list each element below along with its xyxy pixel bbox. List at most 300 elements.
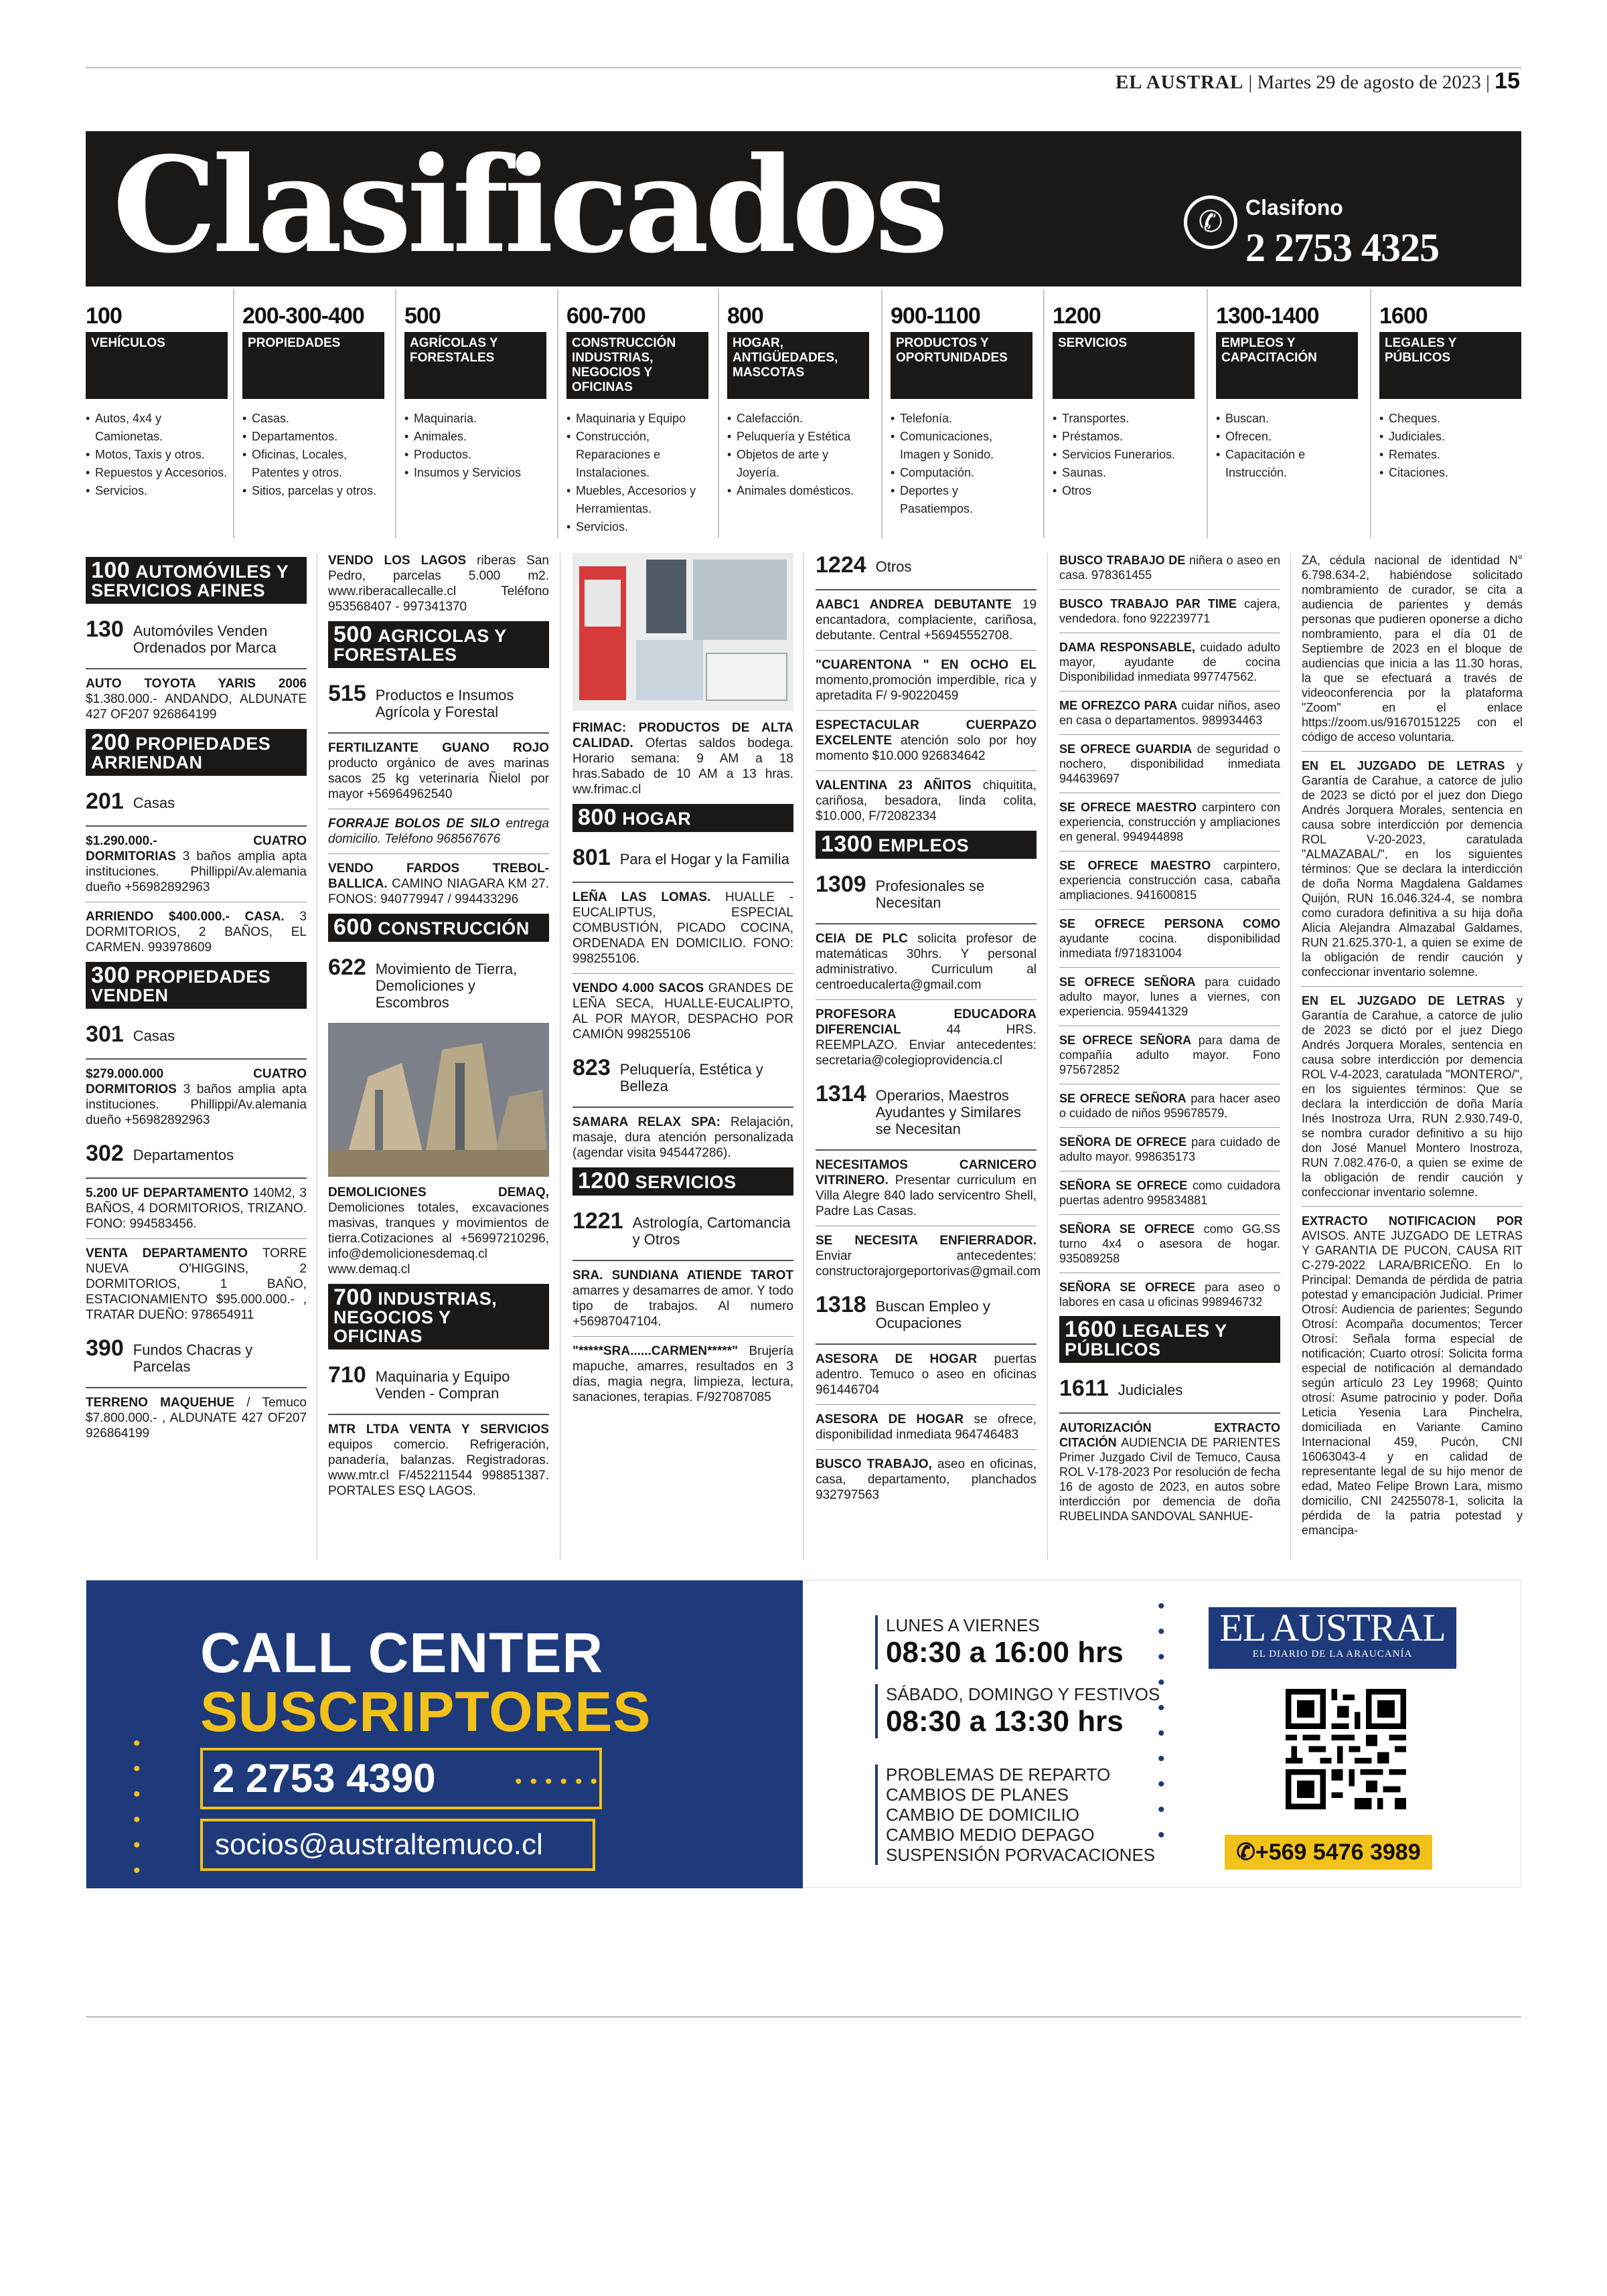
ad-text: de seguridad o nochero, disponibilidad inmediata 944639697	[1059, 742, 1280, 785]
divider	[816, 1149, 1037, 1151]
ad-text: chiquitita, cariñosa, besadora, linda colita, $10.000, F/72082334	[816, 778, 1037, 823]
category-item: • Construcción, Reparaciones e Instalaciones.	[576, 428, 708, 482]
classified-ad	[816, 931, 1037, 993]
classified-ad	[1059, 1135, 1280, 1164]
ad-text: cajera, vendedora. fono 922239771	[1059, 597, 1280, 625]
classified-ad	[328, 816, 549, 847]
classified-ad	[816, 597, 1037, 643]
ad-text: 3 DORMITORIOS, 2 BAÑOS, EL CARMEN. 993978609	[86, 910, 307, 955]
ad-headline: EN EL JUZGADO DE LETRAS	[1302, 759, 1505, 772]
divider	[1302, 986, 1523, 987]
classified-ad	[86, 1246, 307, 1323]
ad-headline: SAMARA RELAX SPA:	[572, 1115, 721, 1129]
subsection-number: 302	[86, 1141, 124, 1166]
classified-ad	[1059, 1222, 1280, 1266]
whatsapp-number: +569 5476 3989	[1255, 1839, 1421, 1865]
classified-ad	[86, 676, 307, 722]
category-items	[727, 410, 869, 500]
category-separator	[557, 289, 558, 538]
ad-headline: SE OFRECE SEÑORA	[1059, 975, 1196, 989]
ad-headline: SEÑORA SE OFRECE	[1059, 1222, 1195, 1236]
ad-headline: TERRENO MAQUEHUE	[86, 1396, 234, 1410]
category-block	[1379, 303, 1521, 482]
category-separator	[718, 289, 719, 538]
category-item: • Cheques.	[1389, 410, 1521, 428]
section-header	[86, 557, 307, 604]
category-items	[1216, 410, 1358, 482]
ad-text: TORRE NUEVA O'HIGGINS, 2 DORMITORIOS, 1 BAÑO, ESTACIONAMIENTO $95.000.000.- , TRATAR DUEÑO: 978654911	[86, 1246, 307, 1322]
subsection-title: Operarios, Maestros Ayudantes y Similares se Necesitan	[875, 1087, 1021, 1137]
refrigeration-equipment-illustration	[572, 553, 793, 711]
ad-headline: MTR LTDA VENTA Y SERVICIOS	[328, 1422, 549, 1437]
classified-ad	[1059, 698, 1280, 728]
ad-text: entrega domicilio. Teléfono 968567676	[328, 817, 549, 846]
ad-text: como cuidadora puertas adentro 995834881	[1059, 1179, 1280, 1207]
section-number: 100	[91, 558, 131, 583]
subsection-title: Otros	[875, 558, 912, 575]
subsection	[1059, 1376, 1280, 1400]
subsection-title: Peluquería, Estética y Belleza	[619, 1061, 763, 1094]
category-item: • Motos, Taxis y otros.	[95, 446, 228, 464]
weekend-schedule	[875, 1684, 1160, 1738]
classified-ad	[86, 909, 307, 955]
category-item: • Computación.	[900, 464, 1032, 482]
category-item: • Servicios.	[576, 518, 708, 536]
category-block	[891, 303, 1032, 518]
category-title: SERVICIOS	[1053, 332, 1195, 399]
ad-headline: DAMA RESPONSABLE,	[1059, 641, 1195, 654]
whatsapp-contact	[1225, 1835, 1432, 1870]
classified-ad	[86, 1395, 307, 1441]
section-number: 1200	[578, 1168, 630, 1194]
logo-tagline: EL DIARIO DE LA ARAUCANÍA	[1252, 1649, 1413, 1659]
section-number: 700	[333, 1285, 373, 1310]
ad-headline: AUTORIZACIÓN EXTRACTO CITACIÓN	[1059, 1421, 1280, 1449]
ad-text: para hacer aseo o cuidado de niños 959678579.	[1059, 1092, 1280, 1120]
divider	[572, 1336, 793, 1337]
decorative-dots: • • • • • • • • • •	[1158, 1595, 1165, 1846]
category-title: CONSTRUCCIÓN INDUSTRIAS, NEGOCIOS Y OFICINAS	[566, 332, 708, 399]
section-title: AGRICOLAS Y FORESTALES	[333, 626, 507, 665]
subsection-number: 1309	[816, 872, 866, 897]
logo-name: EL AUSTRAL	[1219, 1606, 1446, 1649]
divider	[1302, 1206, 1523, 1207]
subscriber-email: socios@australtemuco.cl	[200, 1819, 595, 1871]
category-number: 600-700	[566, 303, 645, 329]
ad-headline: AUTO TOYOTA YARIS 2006	[86, 677, 307, 691]
divider	[816, 710, 1037, 711]
section-title: LEGALES Y PÚBLICOS	[1065, 1321, 1227, 1360]
section-header	[816, 831, 1037, 859]
category-number: 100	[86, 303, 122, 329]
category-item: • Insumos y Servicios	[414, 464, 546, 482]
section-header	[328, 621, 549, 668]
demolition-photo	[328, 1023, 549, 1177]
decorative-dots: • • • • • •	[133, 1732, 141, 1882]
subsection-number: 1221	[572, 1208, 623, 1234]
category-item: • Departamentos.	[252, 428, 384, 446]
category-item: • Objetos de arte y Joyería.	[737, 446, 869, 482]
classified-ad	[328, 861, 549, 907]
ad-text: / Temuco $7.800.000.- , ALDUNATE 427 OF207 926864199	[86, 1396, 307, 1441]
category-item: • Animales.	[414, 428, 546, 446]
subsection-number: 622	[328, 955, 366, 980]
divider	[816, 1343, 1037, 1345]
category-items	[566, 410, 708, 536]
classified-ad	[1059, 858, 1280, 902]
divider	[1059, 589, 1280, 590]
ad-headline: SEÑORA SE OFRECE	[1059, 1281, 1196, 1294]
ad-text: Brujería mapuche, amarres, resultados en 3 días, magia negra, limpieza, lectura, sanaciones, terapias. F/927087085	[572, 1344, 793, 1404]
column-5	[1059, 553, 1280, 1530]
divider	[1059, 734, 1280, 735]
section-number: 600	[333, 914, 373, 940]
ad-text: producto orgánico de aves marinas sacos 25 kg veterinaria Ñielol por mayor +56964962540	[328, 756, 549, 801]
ad-headline: ESPECTACULAR CUERPAZO EXCELENTE	[816, 718, 1037, 748]
banner-schedule	[831, 1580, 1160, 1888]
ad-text: AVISOS. ANTE JUZGADO DE LETRAS Y GARANTIA DE PUCON, CAUSA RIT C-279-2022 LARA/BRICEÑO. En lo Principal: Demanda de pérdida de patria potestad y emancipación Judicial. Primer Otrosí: Audiencia de parientes; Segundo Otrosí: Acompaña documentos; Tercer Otrosí: Señala forma especial de notificación; Cuarto otrosí: Solicita forma especial de notificación al demandado según artículo 23 Ley 19968; Quinto otrosí: Asume patrocinio y poder. Doña Leticia Yesenia Lara Pinchelra, domiciliada en Variante Camino Internacional 459, Pucón, CNI 16063043-4 y en calidad de representante legal de su hijo menor de edad, Mateo Felipe Brown Lara, mismo domicilio, CNI 24255078-1, solicita la pérdida de la patria potestad y emancipa-	[1302, 1229, 1523, 1537]
category-block	[1053, 303, 1195, 500]
category-title: VEHÍCULOS	[86, 332, 228, 399]
category-item: • Maquinaria.	[414, 410, 546, 428]
section-title: PROPIEDADES VENDEN	[91, 967, 271, 1005]
ad-text: 19 encantadora, complaciente, cariñosa, debutante. Central +56945552708.	[816, 598, 1037, 643]
divider	[86, 1387, 307, 1388]
column-separator	[1290, 553, 1291, 1560]
category-item: • Buscan.	[1225, 410, 1358, 428]
category-title: AGRÍCOLAS Y FORESTALES	[404, 332, 546, 399]
whatsapp-icon: ✆	[1236, 1839, 1255, 1865]
section-number: 800	[578, 805, 617, 830]
ad-headline: SE OFRECE PERSONA COMO	[1059, 917, 1280, 930]
classified-ad	[328, 1185, 549, 1277]
subsection	[86, 1022, 307, 1046]
column-separator	[1047, 553, 1048, 1560]
category-block	[566, 303, 708, 536]
section-header	[572, 1167, 793, 1196]
ad-headline: FRIMAC: PRODUCTOS DE ALTA CALIDAD.	[572, 721, 793, 750]
category-separator	[1370, 289, 1371, 538]
category-separator	[395, 289, 396, 538]
section-title: EMPLEOS	[878, 835, 970, 855]
ad-headline: BUSCO TRABAJO,	[816, 1457, 932, 1471]
legal-notice	[1302, 993, 1523, 1200]
subsection-title: Para el Hogar y la Familia	[619, 851, 789, 868]
ad-headline: FORRAJE BOLOS DE SILO	[328, 817, 500, 831]
ad-text: Demoliciones totales, excavaciones masivas, tranques y movimientos de tierra.Cotizaciones al +56997210296, info@demolicionesdemaq.cl www.demaq.cl	[328, 1201, 549, 1277]
category-number: 200-300-400	[242, 303, 364, 329]
ad-headline: "CUARENTONA " EN OCHO EL	[816, 658, 1037, 672]
divider	[816, 589, 1037, 590]
category-item: • Transportes.	[1062, 410, 1195, 428]
ad-text: Relajación, masaje, dura atención personalizada (agendar visita 945447286).	[572, 1115, 793, 1160]
subsection-title: Fundos Chacras y Parcelas	[133, 1341, 253, 1375]
divider	[86, 1238, 307, 1239]
classified-ad	[1059, 975, 1280, 1019]
classified-ad	[816, 657, 1037, 704]
el-austral-logo	[1209, 1607, 1456, 1669]
category-block	[1216, 303, 1358, 482]
divider	[328, 853, 549, 854]
classified-ad	[1059, 1091, 1280, 1121]
ad-text: amarres y desamarres de amor. Y todo tipo de trabajos. Al numero +56987047104.	[572, 1284, 793, 1329]
problem-item: PROBLEMAS DE REPARTO	[886, 1765, 1111, 1785]
divider	[572, 1106, 793, 1108]
ad-headline: 5.200 UF DEPARTAMENTO	[86, 1186, 249, 1200]
category-separator	[1207, 289, 1208, 538]
category-item: • Autos, 4x4 y Camionetas.	[95, 410, 228, 446]
classified-ad	[1059, 742, 1280, 786]
subsection-number: 515	[328, 681, 366, 706]
category-item: • Calefacción.	[737, 410, 869, 428]
ad-headline: ME OFREZCO PARA	[1059, 699, 1178, 712]
ad-text: niñera o aseo en casa. 978361455	[1059, 554, 1281, 582]
category-item: • Muebles, Accesorios y Herramientas.	[576, 482, 708, 518]
subsection-title: Maquinaria y Equipo Venden - Compran	[375, 1368, 510, 1402]
ad-text: GRANDES DE LEÑA SECA, HUALLE-EUCALIPTO, AL POR MAYOR, DESPACHO POR CAMIÓN 998255106	[572, 981, 793, 1042]
classified-ad	[86, 833, 307, 895]
section-header	[328, 1284, 549, 1349]
section-header	[572, 804, 793, 832]
column-2	[328, 553, 549, 1505]
classified-ad	[1059, 1280, 1280, 1309]
section-title: CONSTRUCCIÓN	[378, 918, 530, 938]
ad-headline: DEMOLICIONES DEMAQ,	[328, 1185, 549, 1200]
ad-headline: ASESORA DE HOGAR	[816, 1352, 978, 1366]
subsection-title: Astrología, Cartomancia y Otros	[632, 1214, 791, 1248]
ad-text: cuidado adulto mayor, ayudante de cocina Disponibilidad inmediata 997747562.	[1059, 641, 1280, 683]
category-separator	[233, 289, 234, 538]
subsection	[816, 1082, 1037, 1137]
ad-headline: BUSCO TRABAJO PAR TIME	[1059, 597, 1237, 610]
category-items	[1379, 410, 1521, 482]
ad-text: carpintero, experiencia construcción casa, cabaña ampliaciones. 941600815	[1059, 859, 1280, 902]
subsection	[816, 553, 1037, 577]
subsection	[572, 1056, 793, 1094]
category-number: 900-1100	[891, 303, 980, 329]
classified-ad	[86, 1066, 307, 1128]
ad-headline: SE NECESITA ENFIERRADOR.	[816, 1234, 1037, 1248]
subsection-number: 301	[86, 1021, 124, 1047]
ad-headline: SE OFRECE GUARDIA	[1059, 742, 1193, 756]
classified-ad	[1059, 800, 1280, 844]
category-item: • Otros	[1062, 482, 1195, 500]
ad-headline: $1.290.000.- CUATRO DORMITORIAS	[86, 834, 307, 864]
category-block	[404, 303, 546, 482]
subsection-title: Casas	[133, 1028, 175, 1044]
divider	[816, 1449, 1037, 1450]
section-number: 300	[91, 963, 131, 988]
category-number: 500	[404, 303, 441, 329]
classified-ad	[328, 553, 549, 614]
classified-ad	[816, 1457, 1037, 1503]
ad-text: y Garantía de Carahue, a catorce de julio de 2023 se dictó por el juez don Diego Andrés Jorquera Morales, sentencia en causa sobre interdicción por demencia ROL V-20-2023, caratulada "ALMAZABAL/", en los siguientes términos: Que se declara la interdicción de doña Norma Magdalena Galdames Quijón, RUN 16.046.324-4, se nombra como curadora definitiva a su hija doña Alicia Alejandra Almazabal Galdames, RUN 21.625.370-1, a quien se exime de la obligación de rendir caución y confeccionar inventario solemne.	[1302, 759, 1523, 979]
ad-text: para cuidado de adulto mayor. 998635173	[1059, 1135, 1280, 1163]
subsection-title: Buscan Empleo y Ocupaciones	[875, 1298, 990, 1331]
ad-headline: FERTILIZANTE GUANO ROJO	[328, 741, 549, 755]
ad-headline: AABC1 ANDREA DEBUTANTE	[816, 598, 1012, 612]
category-separator	[881, 289, 883, 538]
ad-headline: SRA. SUNDIANA ATIENDE TAROT	[572, 1268, 793, 1283]
classified-ad	[1059, 916, 1280, 961]
subsection-number: 201	[86, 789, 124, 814]
subsection-title: Productos e Insumos Agrícola y Forestal	[375, 687, 514, 720]
subsection-number: 130	[86, 617, 124, 642]
classified-ad	[1059, 596, 1280, 626]
classified-ad	[1059, 1178, 1280, 1208]
problem-item: CAMBIOS DE PLANES	[886, 1785, 1069, 1805]
classified-ad	[572, 1343, 793, 1405]
ad-text: $1.380.000.- ANDANDO, ALDUNATE 427 OF207 926864199	[86, 692, 307, 722]
divider	[572, 973, 793, 974]
ad-headline: $279.000.000 CUATRO DORMITORIOS	[86, 1067, 307, 1096]
category-item: • Casas.	[252, 410, 384, 428]
classified-ad	[572, 1268, 793, 1329]
problem-list	[875, 1765, 1155, 1865]
category-item: • Repuestos y Accesorios.	[95, 464, 228, 482]
category-title: PRODUCTOS Y OPORTUNIDADES	[891, 332, 1032, 399]
subsection-number: 390	[86, 1335, 124, 1361]
classified-ad	[816, 1157, 1037, 1219]
classified-ad	[816, 1007, 1037, 1068]
ad-text: equipos comercio. Refrigeración, panadería, balanzas. Registradoras. www.mtr.cl F/452211544 998851387. PORTALES ESQ LAGOS.	[328, 1438, 549, 1498]
problem-item: CAMBIO MEDIO DEPAGO	[886, 1825, 1095, 1845]
classified-ad	[572, 720, 793, 797]
subsection-title: Departamentos	[133, 1147, 234, 1163]
clasifono-label: Clasifono	[1245, 195, 1343, 220]
classified-ad	[816, 778, 1037, 824]
page-header: EL AUSTRAL | Martes 29 de agosto de 2023 | 15	[1115, 68, 1520, 94]
divider	[816, 1404, 1037, 1405]
ad-headline: SEÑORA SE OFRECE	[1059, 1179, 1188, 1192]
clasifono-number: 2 2753 4325	[1245, 226, 1439, 270]
ad-text: solicita profesor de matemáticas 30hrs. Y personal administrativo. Curriculum al centroeducalerta@gmail.com	[816, 932, 1037, 992]
category-item: • Animales domésticos.	[737, 482, 869, 500]
ad-headline: SE OFRECE MAESTRO	[1059, 801, 1197, 814]
classified-ad	[816, 1351, 1037, 1398]
divider	[816, 770, 1037, 771]
section-header	[86, 729, 307, 776]
section-header	[1059, 1316, 1280, 1363]
category-item: • Servicios.	[95, 482, 228, 500]
subscribers-title: SUSCRIPTORES	[200, 1680, 652, 1743]
category-title: PROPIEDADES	[242, 332, 384, 399]
ad-headline: "*****SRA......CARMEN*****"	[572, 1344, 739, 1358]
divider	[86, 1058, 307, 1060]
category-item: • Judiciales.	[1389, 428, 1521, 446]
ad-text: y Garantía de Carahue, a catorce de julio de 2023 se dictó por el juez Diego Andrés Jorquera Morales, sentencia en causa sobre interdicción por demencia ROL V-4-2023, caratulada "MONTERO/", en los siguientes términos: Que se declara la interdicción de doña María Inés Inostroza Urra, RUN 2.930.749-0, se nombra curador definitivo a su hijo don José Manuel Montero Inostroza, RUN 7.082.476-0, a quien se exime de la obligación de rendir caución y confeccionar inventario solemne.	[1302, 994, 1523, 1199]
category-title: EMPLEOS Y CAPACITACIÓN	[1216, 332, 1358, 399]
ad-text: atención solo por hoy momento $10.000 926834642	[816, 734, 1037, 763]
publication-name: EL AUSTRAL	[1115, 72, 1244, 93]
ad-text: puertas adentro. Temuco o aseo en oficinas 961446704	[816, 1352, 1037, 1397]
ad-headline: ASESORA DE HOGAR	[816, 1412, 964, 1426]
classified-ad	[572, 890, 793, 967]
classified-ad	[1059, 640, 1280, 684]
ad-headline: CEIA DE PLC	[816, 932, 908, 946]
call-center-phone: 2 2753 4390	[200, 1748, 602, 1809]
subsection	[86, 789, 307, 813]
divider	[816, 923, 1037, 924]
ad-text: riberas San Pedro, parcelas 5.000 m2. www.riberacallecalle.cl Teléfono 953568407 - 997341370	[328, 554, 549, 614]
subsection-number: 710	[328, 1362, 366, 1388]
classified-ad	[816, 718, 1037, 764]
section-title: HOGAR	[622, 809, 692, 829]
category-number: 1300-1400	[1216, 303, 1319, 329]
masthead	[86, 131, 1521, 286]
category-title: HOGAR, ANTIGÜEDADES, MASCOTAS	[727, 332, 869, 399]
ad-headline: BUSCO TRABAJO DE	[1059, 554, 1186, 567]
column-4	[816, 552, 1041, 1509]
category-item: • Capacitación e Instrucción.	[1225, 446, 1358, 482]
section-number: 200	[91, 730, 131, 755]
subsection	[816, 872, 1037, 911]
ad-text: para aseo o labores en casa u oficinas 998946732	[1059, 1281, 1280, 1309]
divider	[86, 668, 307, 669]
divider	[572, 882, 793, 883]
section-number: 1600	[1065, 1317, 1117, 1342]
subsection-number: 1314	[816, 1081, 866, 1106]
ad-headline: EN EL JUZGADO DE LETRAS	[1302, 994, 1505, 1007]
category-block	[242, 303, 384, 500]
section-title: SERVICIOS	[635, 1172, 737, 1192]
ad-text: Enviar antecedentes: constructorajorgeportorivas@gmail.com	[816, 1249, 1041, 1279]
subsection	[572, 845, 793, 870]
category-item: • Préstamos.	[1062, 428, 1195, 446]
category-item: • Saunas.	[1062, 464, 1195, 482]
phone-icon: ✆	[1184, 195, 1237, 249]
section-title: PROPIEDADES ARRIENDAN	[91, 734, 271, 772]
ad-text: 140M2, 3 BAÑOS, 4 DORMITORIOS, TRIZANO. FONO: 994583456.	[86, 1186, 307, 1231]
subsection-number: 823	[572, 1055, 611, 1080]
category-block	[727, 303, 869, 500]
category-separator	[1043, 289, 1045, 538]
subsection-number: 801	[572, 845, 611, 870]
section-number: 500	[333, 622, 373, 647]
column-6	[1302, 553, 1523, 1544]
ad-text: se ofrece, disponibilidad inmediata 964746483	[816, 1412, 1037, 1442]
classified-ad	[816, 1412, 1037, 1443]
divider	[86, 825, 307, 827]
divider	[1059, 909, 1280, 910]
page-number: 15	[1495, 68, 1520, 94]
banner-left-panel	[86, 1580, 803, 1888]
ad-text: 44 HRS. REEMPLAZO. Enviar antecedentes: secretaria@colegioprovidencia.cl	[816, 1023, 1037, 1068]
bottom-rule	[86, 2016, 1521, 2018]
divider	[1059, 1412, 1280, 1414]
subsection-number: 1611	[1059, 1376, 1109, 1401]
divider	[816, 999, 1037, 1000]
divider	[1302, 751, 1523, 752]
ad-headline: SE OFRECE SEÑORA	[1059, 1034, 1192, 1047]
subsection-title: Casas	[133, 795, 175, 811]
ad-headline: PROFESORA EDUCADORA DIFERENCIAL	[816, 1007, 1037, 1037]
classified-ad	[1059, 1420, 1280, 1524]
category-item: • Productos.	[414, 446, 546, 464]
subsection	[86, 1336, 307, 1375]
column-1	[86, 553, 307, 1448]
category-item: • Remates.	[1389, 446, 1521, 464]
divider	[328, 1414, 549, 1415]
ad-text: 3 baños amplia apta instituciones. Phillippi/Av.alemania dueño +56982892963	[86, 849, 307, 894]
divider	[86, 1177, 307, 1179]
ad-text: Presentar curriculum en Villa Alegre 840 lado servicentro Shell, Padre Las Casas.	[816, 1173, 1037, 1218]
subscriber-banner	[86, 1580, 1521, 1888]
ad-text: para dama de compañía adulto mayor. Fono 975672852	[1059, 1034, 1280, 1076]
category-item: • Deportes y Pasatiempos.	[900, 482, 1032, 518]
ad-headline: NECESITAMOS CARNICERO VITRINERO.	[816, 1158, 1037, 1187]
subsection-number: 1224	[816, 552, 866, 578]
